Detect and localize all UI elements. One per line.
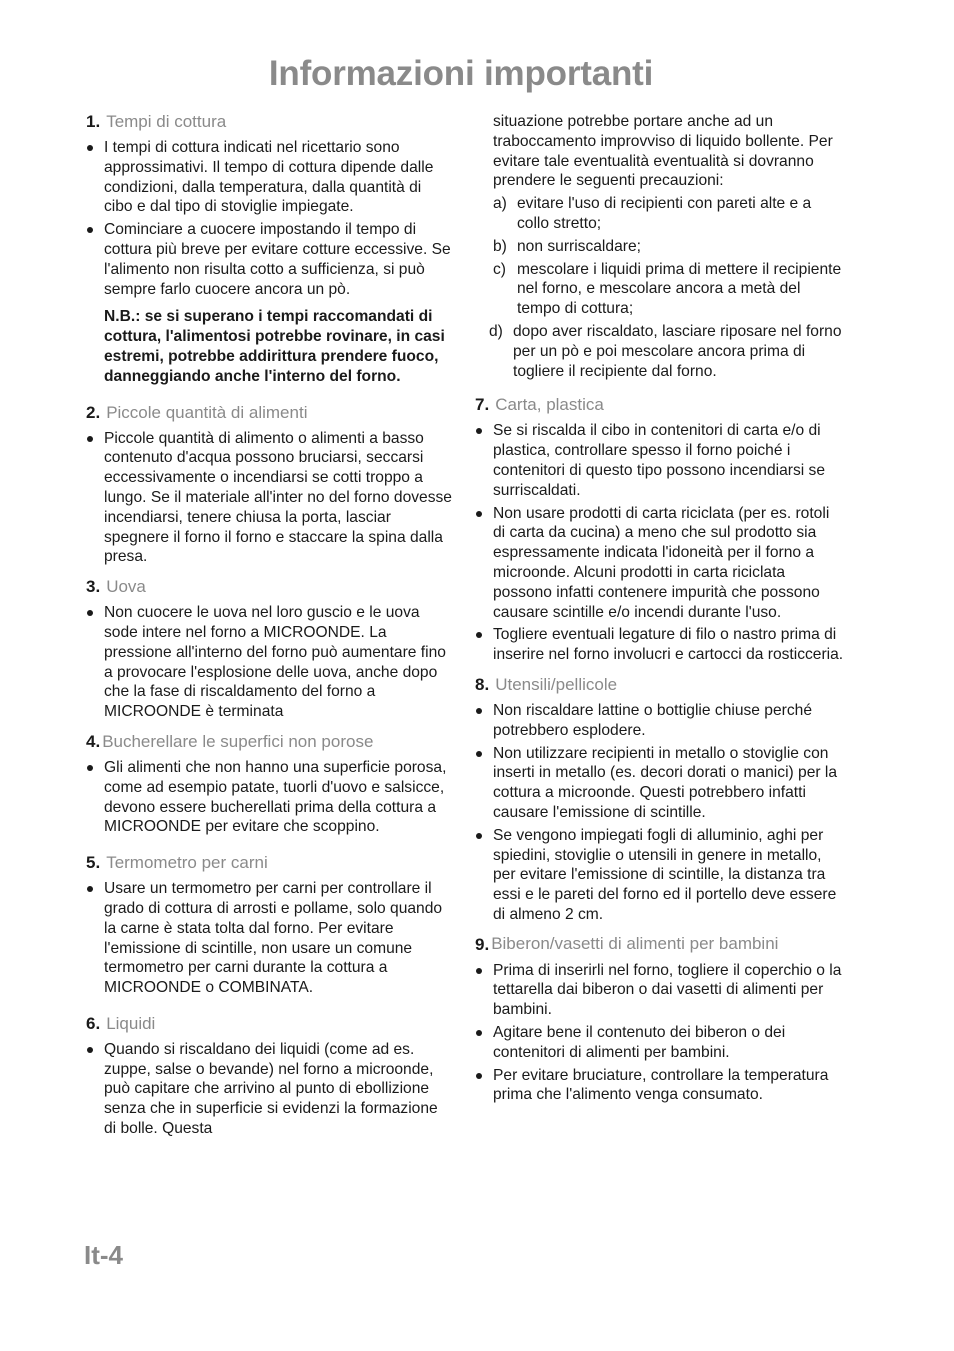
item-text: non surriscaldare;: [517, 237, 641, 255]
section-carta-plastica: [475, 395, 845, 665]
bullet-item: Se vengono impiegati fogli di alluminio, aghi per spiedini, stoviglie o utensili in genere in metallo, per evitare l'emissione di scintille, la distanza tra essi e le pareti del forno ed il portello deve essere di almeno 2 cm.: [475, 826, 845, 925]
section-title: Termometro per carni: [106, 853, 268, 873]
precaution-item: [475, 194, 845, 234]
warning-note: N.B.: se si superano i tempi raccomandati di cottura, l'alimentosi potrebbe rovinare, in casi estremi, potrebbe addirittura prendere fuoco, danneggiando anche l'interno del forno.: [104, 308, 445, 385]
section-number: 8.: [475, 674, 490, 694]
page-title: Informazioni importanti: [268, 54, 654, 93]
item-marker: c): [493, 260, 506, 278]
section-number: 2.: [86, 402, 101, 422]
bullet-item: Non usare prodotti di carta riciclata (per es. rotoli di carta da cucina) a meno che sul prodotto sia espressamente indicata l'idoneità per il forno a microonde. Alcuni prodotti in carta riciclata possono infatti contenere impurità che possono causare scintille e/o incendi durante l'uso.: [475, 504, 845, 623]
page-number: It-4: [84, 1240, 123, 1270]
bullet-list: [86, 429, 454, 568]
bullet-list: [86, 603, 454, 722]
section-uova: [86, 577, 454, 722]
precaution-item: [475, 322, 845, 381]
section-title: Carta, plastica: [495, 395, 604, 415]
section-title: Piccole quantità di alimenti: [106, 402, 308, 422]
bullet-item: Non riscaldare lattine o bottiglie chiuse perché potrebbero esplodere.: [475, 701, 845, 741]
bullet-item: I tempi di cottura indicati nel ricettario sono approssimativi. Il tempo di cottura dipende dalle condizioni, dalla temperatura, dalla quantità di cibo e dal tipo di stoviglie impiegate.: [86, 138, 454, 217]
section-number: 5.: [86, 853, 101, 873]
bullet-item: Quando si riscaldano dei liquidi (come ad es. zuppe, salse o bevande) nel forno a microonde, può capitare che arrivino al punto di ebollizione senza che in superficie si evidenzi la formazione di bolle. Questa: [86, 1040, 454, 1139]
section-heading: [86, 403, 454, 423]
bullet-list: [86, 1040, 454, 1139]
bullet-item: Prima di inserirli nel forno, togliere il coperchio o la tettarella dai biberon o dai vasetti di alimenti per bambini.: [475, 961, 845, 1020]
bullet-item: Non cuocere le uova nel loro guscio e le uova sode intere nel forno a MICROONDE. La pressione all'interno del forno può aumentare fino a provocare l'esplosione delle uova, anche dopo che la fase di riscaldamento del forno a MICROONDE è terminata: [86, 603, 454, 722]
bullet-list: [475, 701, 845, 925]
bullet-list: [86, 138, 454, 299]
section-tempi-di-cottura: [86, 112, 454, 387]
section-heading: [86, 853, 454, 873]
section-number: 9.: [475, 934, 490, 954]
section-heading: [86, 732, 454, 752]
item-text: evitare l'uso di recipienti con pareti alte e a collo stretto;: [517, 195, 812, 232]
section-number: 7.: [475, 395, 490, 415]
section-heading: [475, 395, 845, 415]
right-column: [475, 112, 845, 1115]
bullet-item: Piccole quantità di alimento o alimenti a basso contenuto d'acqua possono bruciarsi, seccarsi eccessivamente o incendiarsi se cotti troppo a lungo. Se il materiale all'inter no del forno dovesse incendiarsi, tenere chiusa la porta, lasciar spegnere il forno il forno e staccare la spina dalla presa.: [86, 429, 454, 568]
bullet-item: Gli alimenti che non hanno una superficie porosa, come ad esempio patate, tuorli d'uovo e salsicce, devono essere bucherellati prima della cottura a MICROONDE per evitare che scoppino.: [86, 758, 454, 837]
section-heading: [86, 577, 454, 597]
item-marker: b): [493, 237, 507, 255]
section-liquidi-continued: [475, 112, 845, 381]
item-text: dopo aver riscaldato, lasciare riposare nel forno per un pò e poi mescolare ancora prima di togliere il recipiente dal forno.: [513, 322, 842, 380]
section-number: 4.: [86, 731, 101, 751]
bullet-item: Cominciare a cuocere impostando il tempo di cottura più breve per evitare cotture eccessive. Se l'alimento non risulta cotto a sufficienza, si può sempre farlo cuocere ancora un pò.: [86, 220, 454, 299]
section-title: Uova: [106, 577, 146, 597]
section-heading: [475, 675, 845, 695]
section-title: Liquidi: [106, 1013, 156, 1033]
left-column: [86, 112, 454, 1149]
precautions-list: [475, 194, 845, 381]
section-heading: [86, 112, 454, 132]
bullet-list: [475, 961, 845, 1106]
bullet-item: Usare un termometro per carni per controllare il grado di cottura di arrosti e pollame, solo quando la carne è stata tolta dal forno. Per evitare l'emissione di scintille, non usare un comune termometro per carni durante la cottura a MICROONDE o COMBINATA.: [86, 879, 454, 998]
section-title: Utensili/pellicole: [495, 674, 618, 694]
section-liquidi: [86, 1014, 454, 1139]
bullet-item: Se si riscalda il cibo in contenitori di carta e/o di plastica, controllare spesso il forno poiché i contenitori di questo tipo possono incendiarsi se surriscaldati.: [475, 421, 845, 500]
bullet-item: Per evitare bruciature, controllare la temperatura prima che l'alimento venga consumato.: [475, 1066, 845, 1106]
section-bucherellare: [86, 732, 454, 837]
bullet-list: [86, 879, 454, 998]
continued-paragraph: situazione potrebbe portare anche ad un traboccamento improvviso di liquido bollente. Per evitare tale eventualità eventualità si dovranno prendere le seguenti precauzioni:: [493, 113, 833, 190]
section-heading: [475, 935, 845, 955]
section-biberon: [475, 935, 845, 1106]
bullet-item: Agitare bene il contenuto dei biberon o dei contenitori di alimenti per bambini.: [475, 1023, 845, 1063]
section-piccole-quantita: [86, 403, 454, 568]
section-number: 3.: [86, 577, 101, 597]
section-termometro: [86, 853, 454, 998]
bullet-item: Togliere eventuali legature di filo o nastro prima di inserire nel forno involucri e cartocci da rosticceria.: [475, 625, 845, 665]
section-title: Tempi di cottura: [106, 112, 227, 131]
section-heading: [86, 1014, 454, 1034]
section-utensili: [475, 675, 845, 925]
precaution-item: [475, 237, 845, 257]
section-number: 1.: [86, 112, 101, 131]
precaution-item: [475, 260, 845, 319]
item-marker: d): [489, 322, 503, 340]
section-number: 6.: [86, 1013, 101, 1033]
item-marker: a): [493, 195, 507, 213]
bullet-list: [475, 421, 845, 665]
bullet-item: Non utilizzare recipienti in metallo o stoviglie con inserti in metallo (es. decori dorati o manici) per la cottura a microonde. Questi potrebbero infatti causare l'emissione di scintille.: [475, 744, 845, 823]
bullet-list: [86, 758, 454, 837]
section-title: Bucherellare le superfici non porose: [102, 731, 374, 751]
section-title: Biberon/vasetti di alimenti per bambini: [491, 933, 779, 953]
item-text: mescolare i liquidi prima di mettere il recipiente nel forno, e mescolare ancora a metà del tempo di cottura;: [517, 260, 842, 318]
